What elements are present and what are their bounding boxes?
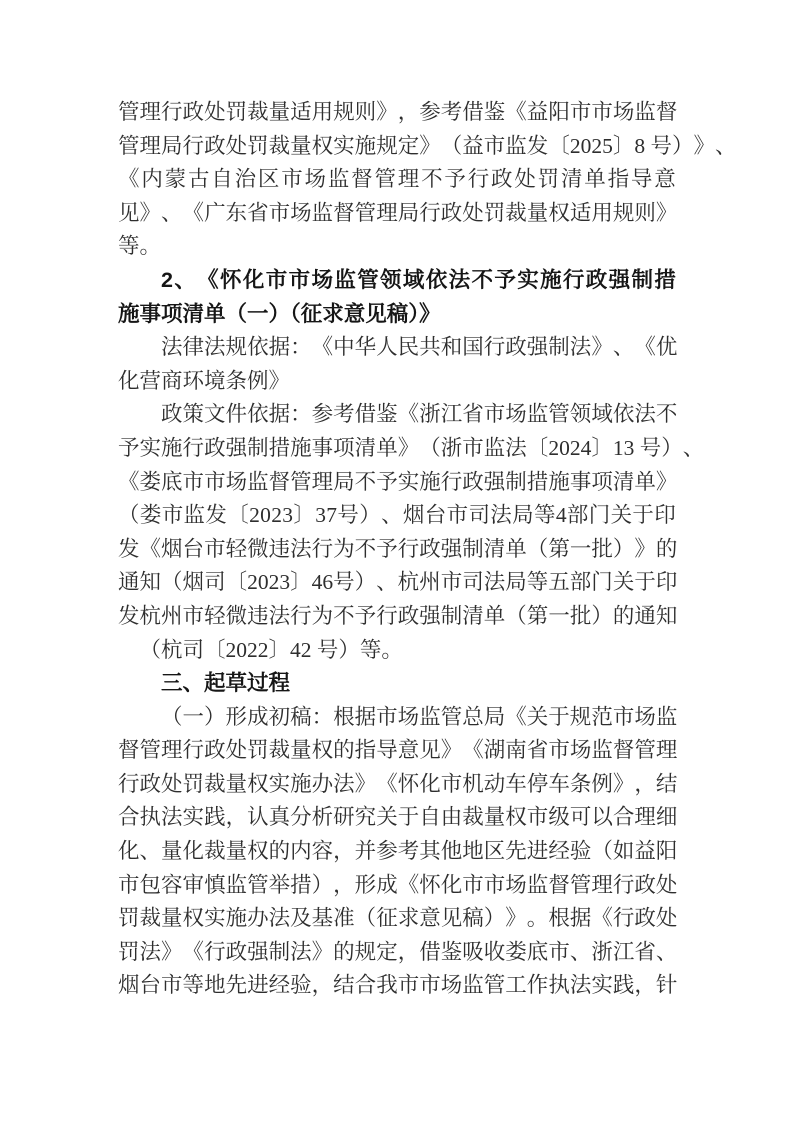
text-line: 2 、 《 怀 化 市 市 场 监 管 领 域 依 法 不 予 实 施 行 政 强 制 措 [161,267,676,292]
text-line: 罚 法 》 《 行 政 强 制 法 》 的 规 定 ， 借 鉴 吸 收 娄 底 市 、 浙 江 省 、 [118,939,678,964]
text-line: 发 《 烟 台 市 轻 微 违 法 行 为 不 予 行 政 强 制 清 单 （ 第 一 批 ） 》 的 [118,536,678,561]
text-line: （杭司〔2022〕42 号）等。 [139,637,403,662]
heading-drafting-process [118,667,676,701]
draft-formation-paragraph [118,701,676,1003]
text-line: 通 知 （ 烟 司 〔 2 0 2 3 〕 4 6 号 ） 、 杭 州 市 司 法 局 等 五 部 门 关 于 印 [118,570,678,595]
text-line: 政 策 文 件 依 据 ： 参 考 借 鉴 《 浙 江 省 市 场 监 管 领 域 依 法 不 [161,402,678,427]
text-line: 见 》 、 《 广 东 省 市 场 监 督 管 理 局 行 政 处 罚 裁 量 权 适 用 规 则 》 [118,200,678,225]
continuation-paragraph-references [118,96,737,264]
text-line: 化 、 量 化 裁 量 权 的 内 容 ， 并 参 考 其 他 地 区 先 进 经 验 （ 如 益 阳 [118,839,678,864]
text-line: 法 律 法 规 依 据 ： 《 中 华 人 民 共 和 国 行 政 强 制 法 》 、 《 优 [161,335,678,360]
text-line: 合 执 法 实 践 ， 认 真 分 析 研 究 关 于 自 由 裁 量 权 市 级 可 以 合 理 细 [118,805,678,830]
text-line: 发 杭 州 市 轻 微 违 法 行 为 不 予 行 政 强 制 清 单 （ 第 一 批 ） 的 通 知 [118,603,678,628]
text-line: 管 理 局 行 政 处 罚 裁 量 权 实 施 规 定 》 （ 益 市 监 发 〔 2 0 2 5 〕 8 号 ） 》 、 [118,133,737,158]
text-line: 化营商环境条例》 [118,368,291,393]
document-content [118,96,737,1003]
text-line: 予 实 施 行 政 强 制 措 施 事 项 清 单 》 （ 浙 市 监 法 〔 2 0 2 4 〕 1 3 号 ） 、 [118,435,705,460]
text-line: 《 内 蒙 古 自 治 区 市 场 监 督 管 理 不 予 行 政 处 罚 清 单 指 导 意 [118,167,676,192]
text-line: 烟 台 市 等 地 先 进 经 验 ， 结 合 我 市 市 场 监 管 工 作 执 法 实 践 ， 针 [118,973,678,998]
text-line: 三、起草过程 [161,671,291,696]
text-line: 施事项清单（一）（征求意见稿）》 [118,301,441,326]
text-line: 行 政 处 罚 裁 量 权 实 施 办 法 》 《 怀 化 市 机 动 车 停 车 条 例 》 ， 结 [118,771,678,796]
text-line: 管 理 行 政 处 罚 裁 量 适 用 规 则 》 ， 参 考 借 鉴 《 益 阳 市 市 场 监 督 [118,100,678,124]
text-line: 督 管 理 行 政 处 罚 裁 量 权 的 指 导 意 见 》 《 湖 南 省 市 场 监 督 管 理 [118,738,678,763]
text-line: 罚 裁 量 权 实 施 办 法 及 基 准 （ 征 求 意 见 稿 ） 》 。 根 据 《 行 政 处 [118,906,678,931]
text-line: （ 娄 市 监 发 〔 2 0 2 3 〕 3 7 号 ） 、 烟 台 市 司 法 局 等 4 部 门 关 于 印 [118,503,676,528]
text-line: （ 一 ） 形 成 初 稿 ： 根 据 市 场 监 管 总 局 《 关 于 规 范 市 场 监 [161,704,678,729]
legal-basis-paragraph [118,331,676,398]
policy-basis-paragraph [118,398,705,667]
text-line: 等。 [118,234,162,259]
text-line: 市 包 容 审 慎 监 管 举 措 ） ， 形 成 《 怀 化 市 市 场 监 督 管 理 行 政 处 [118,872,678,897]
heading-item-2 [118,264,676,331]
text-line: 《 娄 底 市 市 场 监 督 管 理 局 不 予 实 施 行 政 强 制 措 施 事 项 清 单 》 [118,469,678,494]
